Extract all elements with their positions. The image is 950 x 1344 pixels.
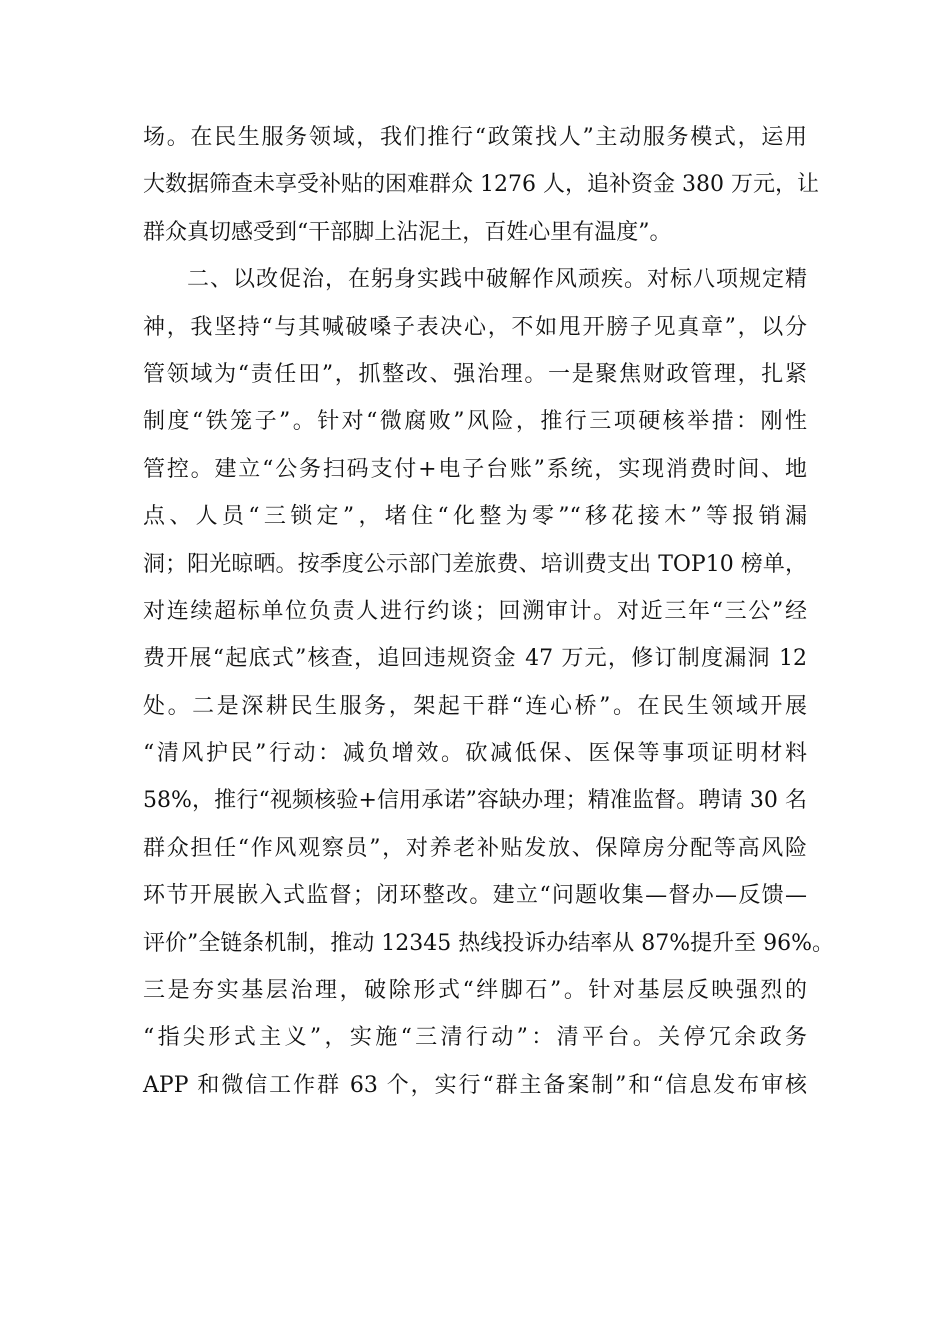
text-line: 制度“铁笼子”。针对“微腐败”风险，推行三项硬核举措：刚性 <box>143 409 807 435</box>
text-line: 神，我坚持“与其喊破嗓子表决心，不如甩开膀子见真章”，以分 <box>143 314 807 340</box>
text-line: 场。在民生服务领域，我们推行“政策找人”主动服务模式，运用 <box>143 125 807 150</box>
text-line: 处。二是深耕民生服务，架起干群“连心桥”。在民生领域开展 <box>143 693 807 719</box>
text-line: 二、以改促治，在躬身实践中破解作风顽疾。对标八项规定精 <box>187 267 807 293</box>
text-line: APP 和微信工作群 63 个，实行“群主备案制”和“信息发布审核 <box>143 1072 807 1098</box>
text-line: 群众真切感受到“干部脚上沾泥土，百姓心里有温度”。 <box>143 219 672 245</box>
text-line: 费开展“起底式”核查，追回违规资金 47 万元，修订制度漏洞 12 <box>143 646 807 672</box>
text-line: 管控。建立“公务扫码支付+电子台账”系统，实现消费时间、地 <box>143 456 807 482</box>
body-text <box>143 114 835 1109</box>
text-line: 环节开展嵌入式监督；闭环整改。建立“问题收集—督办—反馈— <box>143 883 807 909</box>
text-line: 管领域为“责任田”，抓整改、强治理。一是聚焦财政管理，扎紧 <box>143 361 807 387</box>
text-line: 三是夯实基层治理，破除形式“绊脚石”。针对基层反映强烈的 <box>143 978 807 1004</box>
text-line: 大数据筛查未享受补贴的困难群众 1276 人，追补资金 380 万元，让 <box>143 172 819 198</box>
text-line: 群众担任“作风观察员”，对养老补贴发放、保障房分配等高风险 <box>143 835 807 861</box>
text-line: “指尖形式主义”，实施“三清行动”：清平台。关停冗余政务 <box>143 1025 807 1051</box>
text-line: 点、人员“三锁定”，堵住“化整为零”“移花接木”等报销漏 <box>143 504 807 530</box>
text-line: 对连续超标单位负责人进行约谈；回溯审计。对近三年“三公”经 <box>143 598 807 624</box>
text-line: 58%，推行“视频核验+信用承诺”容缺办理；精准监督。聘请 30 名 <box>143 788 807 814</box>
text-line: 评价”全链条机制，推动 12345 热线投诉办结率从 87%提升至 96%。 <box>143 930 835 956</box>
text-line: “清风护民”行动：减负增效。砍减低保、医保等事项证明材料 <box>143 741 807 767</box>
text-line: 洞；阳光晾晒。按季度公示部门差旅费、培训费支出 TOP10 榜单， <box>143 551 807 577</box>
